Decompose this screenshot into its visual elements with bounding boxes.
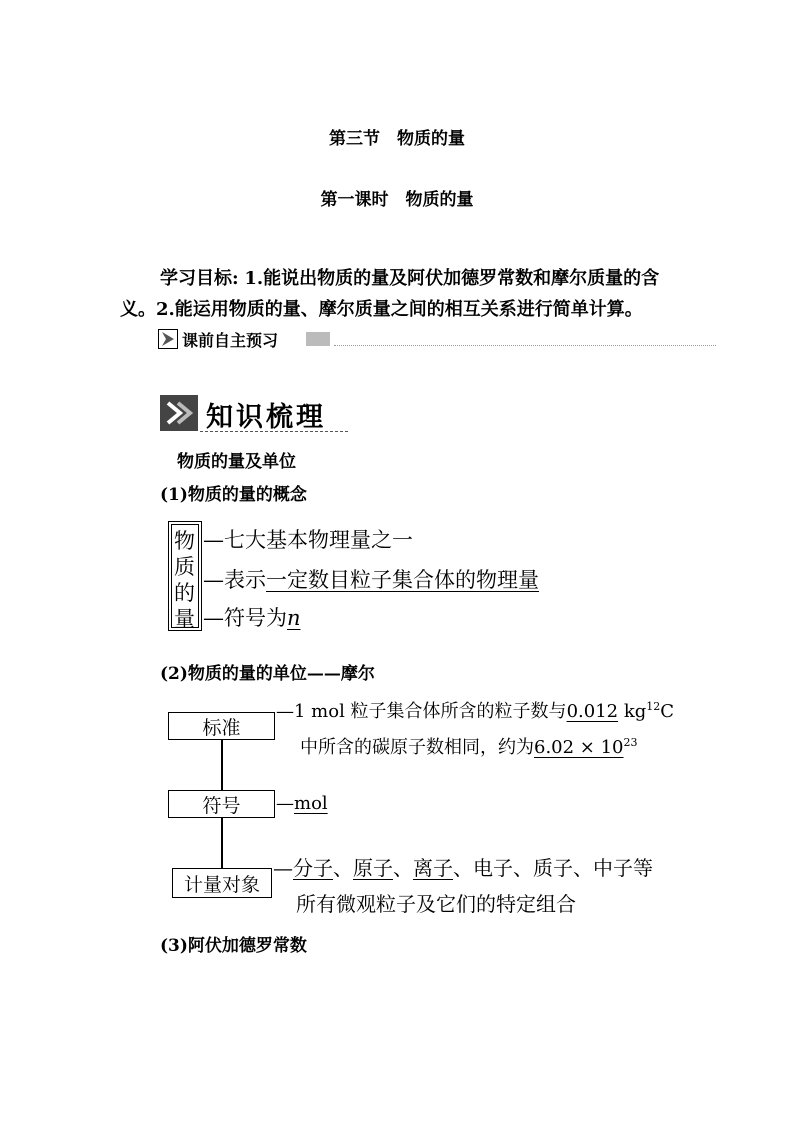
object-line1: —分子、原子、离子、电子、质子、中子等	[273, 856, 653, 880]
concept-box	[168, 521, 202, 631]
symbol-answer: mol	[294, 793, 328, 814]
object-item-1: 分子	[293, 856, 333, 880]
concept-row3-answer: n	[287, 606, 301, 630]
sub3-title: (3)阿伏加德罗常数	[160, 936, 307, 956]
object-item-6: 中子	[593, 856, 633, 880]
concept-row2: —表示一定数目粒子集合体的物理量	[203, 568, 539, 592]
section-title: 第三节 物质的量	[329, 129, 465, 149]
object-item-3: 离子	[413, 856, 453, 880]
standard-line1: —1 mol 粒子集合体所含的粒子数与0.012 $kg^{12}C$	[276, 700, 675, 722]
concept-row2-answer: 一定数目粒子集合体的物理量	[266, 568, 539, 592]
concept-row1: —七大基本物理量之一	[203, 528, 413, 552]
lesson-title: 第一课时 物质的量	[320, 190, 474, 210]
objectives-line1	[160, 264, 659, 290]
banner-dashed-line	[200, 431, 348, 432]
objectives-text1: 1.能说出物质的量及阿伏加德罗常数和摩尔质量的含	[244, 268, 660, 289]
symbol-line: —mol	[276, 793, 328, 814]
box-object: 计量对象	[172, 868, 272, 898]
concept-char-3: 的	[174, 581, 195, 605]
heading-main: 物质的量及单位	[177, 452, 296, 472]
knowledge-banner-text: 知识梳理	[206, 402, 326, 433]
banner-gray-block	[306, 332, 330, 346]
object-item-2: 原子	[353, 856, 393, 880]
object-line2: 所有微观粒子及它们的特定组合	[296, 892, 576, 916]
object-item-5: 质子	[533, 856, 573, 880]
double-chevron-icon	[160, 395, 198, 431]
preview-banner	[158, 328, 718, 350]
preview-banner-text: 课前自主预习	[182, 331, 279, 350]
concept-row3: —符号为n	[203, 606, 301, 630]
objectives-label: 学习目标:	[160, 268, 239, 289]
concept-char-4: 量	[174, 607, 195, 631]
chevron-right-icon	[158, 329, 178, 349]
concept-char-1: 物	[174, 529, 195, 553]
concept-char-2: 质	[174, 555, 195, 579]
box-symbol: 符号	[168, 790, 275, 818]
box-standard: 标准	[168, 712, 275, 740]
objectives-line2: 义。2.能运用物质的量、摩尔质量之间的相互关系进行简单计算。	[120, 299, 643, 320]
knowledge-banner	[160, 395, 350, 435]
sub2-title: (2)物质的量的单位——摩尔	[160, 664, 375, 684]
standard-line2: 中所含的碳原子数相同，约为$6.02 \times 10^{23}$	[300, 736, 638, 758]
sub1-title: (1)物质的量的概念	[160, 485, 307, 505]
object-item-4: 电子	[473, 856, 513, 880]
banner-dotted-line	[334, 345, 716, 346]
